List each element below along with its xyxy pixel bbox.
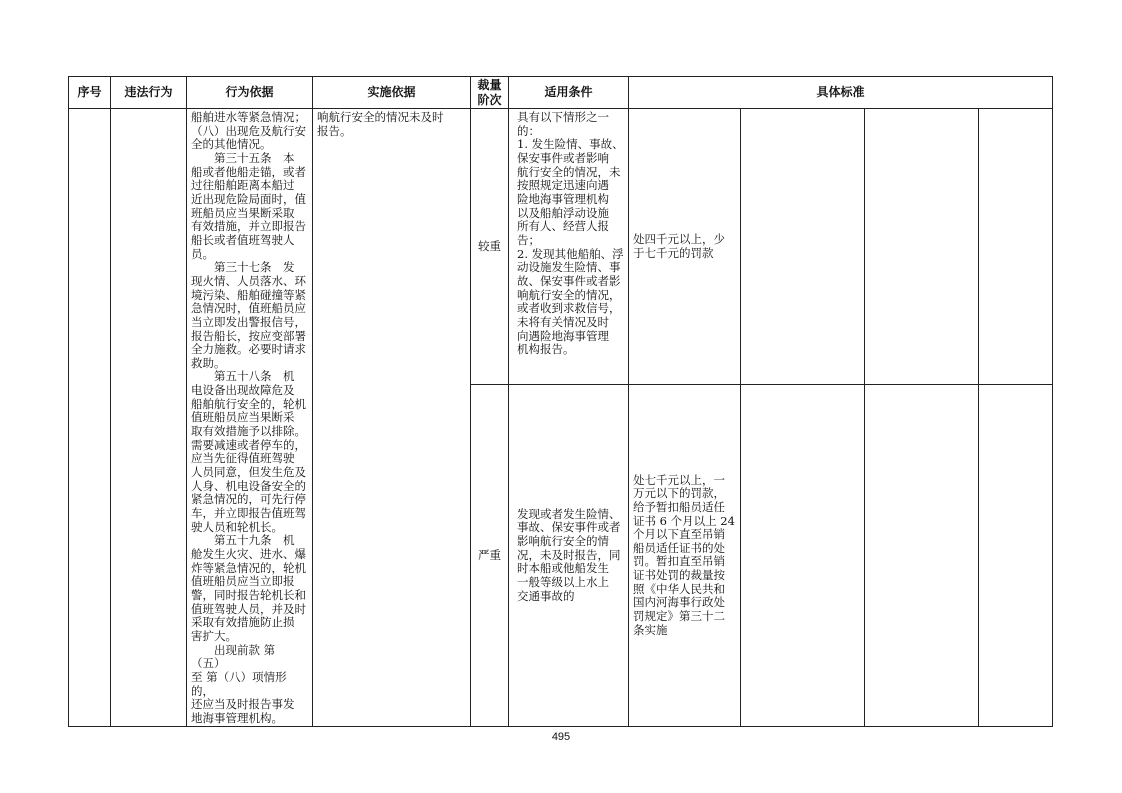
cell-no [69, 109, 111, 727]
header-row [69, 77, 1053, 109]
header-condition: 适用条件 [509, 77, 629, 109]
header-basis: 行为依据 [187, 77, 313, 109]
table-row [69, 109, 1053, 385]
cell-empty [865, 385, 979, 726]
cell-empty [865, 109, 979, 385]
header-level: 裁量 阶次 [471, 77, 509, 109]
cell-condition: 具有以下情形之一 的： 1. 发生险情、事故、 保安事件或者影响 航行安全的情况，未 按照规定迅速向遇 险地海事管理机构 以及船舶浮动设施 所有人、经营人报 告； 2. 发现其他船舶、浮 动设施发生险情、事 故、保安事件或者影 响航行安全的情况， 或者收到求救信号， 未将有关情况及时 向遇险地海事管理 机构报告。 [509, 109, 629, 385]
cell-implement: 响航行安全的情况未及时 报告。 [313, 109, 471, 727]
cell-level: 严重 [471, 385, 509, 726]
penalty-table [68, 76, 1053, 727]
cell-standard: 处七千元以上，一 万元以下的罚款， 给予暂扣船员适任 证书 6 个月以上 24 个月以下直至吊销 船员适任证书的处 罚。暂扣直至吊销 证书处罚的裁量按 照《中华人民共和 国内河海事行政处 罚规定》第三十二 条实施 [629, 385, 741, 726]
cell-empty [979, 385, 1053, 726]
cell-violation [111, 109, 187, 727]
header-violation: 违法行为 [111, 77, 187, 109]
cell-condition: 发现或者发生险情、 事故、保安事件或者 影响航行安全的情 况，未及时报告，同 时本船或他船发生 一般等级以上水上 交通事故的 [509, 385, 629, 726]
cell-basis: 船舶进水等紧急情况； （八）出现危及航行安 全的其他情况。 第三十五条 本 船或者他船走锚，或者 过往船舶距离本船过 近出现危险局面时，值 班船员应当果断采取 有效措施，并立即报告 船长或者值班驾驶人 员。 第三十七条 发 现火情、人员落水、环 境污染、船舶碰撞等紧 急情况时，值班船员应 当立即发出警报信号， 报告船长，按应变部署 全力施救。必要时请求 救助。 第五十八条 机 电设备出现故障危及 船舶航行安全的，轮机 值班船员应当果断采 取有效措施予以排除。 需要减速或者停车的， 应当先征得值班驾驶 人员同意，但发生危及 人身、机电设备安全的 紧急情况的，可先行停 车，并立即报告值班驾 驶人员和轮机长。 第五十九条 机 舱发生火灾、进水、爆 炸等紧急情况的，轮机 值班船员应当立即报 警，同时报告轮机长和 值班驾驶人员，并及时 采取有效措施防止损 害扩大。 出现前款 第（五） 至 第（八）项情形的， 还应当及时报告事发 地海事管理机构。 [187, 109, 313, 727]
cell-empty [741, 385, 865, 726]
header-implement: 实施依据 [313, 77, 471, 109]
header-no: 序号 [69, 77, 111, 109]
header-standard: 具体标准 [629, 77, 1053, 109]
cell-empty [741, 109, 865, 385]
cell-level: 较重 [471, 109, 509, 385]
cell-empty [979, 109, 1053, 385]
page-number: 495 [551, 731, 571, 743]
cell-standard: 处四千元以上，少 于七千元的罚款 [629, 109, 741, 385]
